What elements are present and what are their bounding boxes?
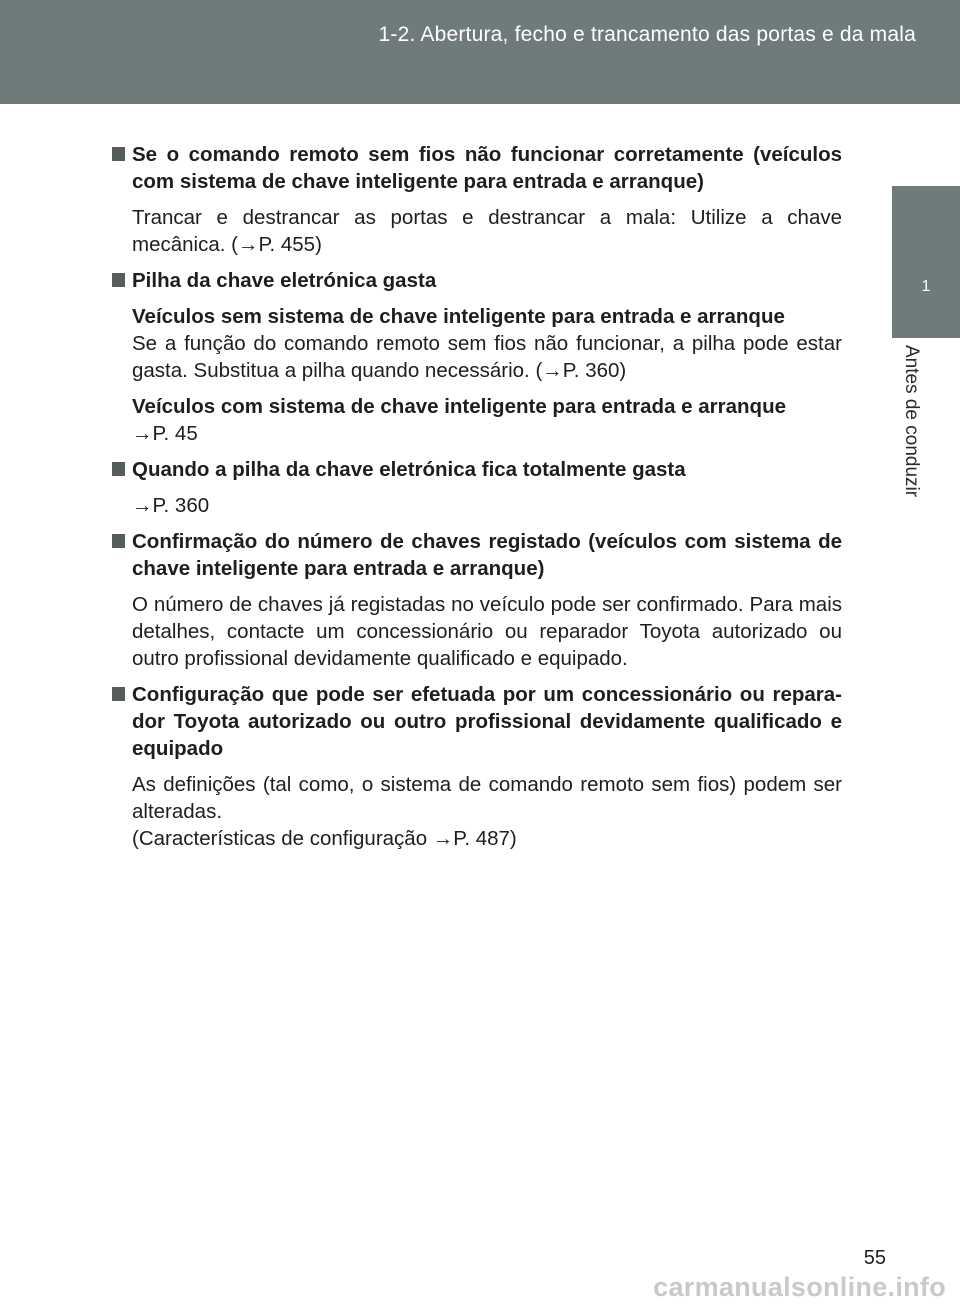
subheading: Veículos sem sistema de chave inteligente para entrada e arranque	[132, 305, 785, 328]
section-title: 1-2. Abertura, fecho e trancamento das portas e da mala	[378, 23, 916, 46]
chapter-label	[892, 345, 952, 545]
section-heading: Quando a pilha da chave eletrónica fica totalmente gasta	[112, 456, 842, 483]
section-heading: Se o comando remoto sem fios não funcionar corretamente (veículos com sistema de chave inteligente para entrada e arranque)	[112, 141, 842, 195]
page-reference: →P. 45	[132, 422, 198, 445]
page-reference: →P. 360	[132, 494, 210, 517]
section-dealer-config	[112, 681, 842, 852]
watermark: carmanualsonline.info	[653, 1272, 946, 1302]
section-battery-dead	[112, 456, 842, 519]
section-heading: Confirmação do número de chaves registado (veículos com sistema de chave inteligente para entrada e arranque)	[112, 528, 842, 582]
section-remote-fail	[112, 141, 842, 258]
square-bullet-icon	[112, 273, 125, 287]
section-body: Trancar e destrancar as portas e destrancar a mala: Utilize a chave mecânica. (→P. 455)	[132, 206, 842, 256]
page-reference: (Características de configuração →P. 487)	[132, 827, 517, 850]
chapter-number: 1	[921, 278, 931, 295]
section-body: As definições (tal como, o sistema de comando remoto sem fios) podem ser alteradas.	[132, 773, 842, 823]
chapter-label-text: Antes de conduzir	[901, 345, 922, 498]
subheading: Veículos com sistema de chave inteligente para entrada e arranque	[132, 395, 786, 418]
square-bullet-icon	[112, 534, 125, 548]
section-body: O número de chaves já registadas no veículo pode ser confirmado. Para mais detalhes, contacte um concessionário ou reparador Toyota autorizado ou outro profissional devidamente qualificado e equipado.	[132, 593, 842, 670]
section-key-count	[112, 528, 842, 672]
section-heading: Pilha da chave eletrónica gasta	[112, 267, 842, 294]
section-heading: Configuração que pode ser efetuada por um concessionário ou repara-dor Toyota autorizado ou outro profissional devidamente qualificado e equipado	[112, 681, 842, 762]
header-band	[0, 0, 960, 104]
section-body: Se a função do comando remoto sem fios não funcionar, a pilha pode estar gasta. Substitua a pilha quando necessário. (→P. 360)	[132, 332, 842, 382]
square-bullet-icon	[112, 687, 125, 701]
section-battery-low	[112, 267, 842, 447]
page-number: 55	[863, 1247, 886, 1269]
square-bullet-icon	[112, 147, 125, 161]
chapter-tab	[892, 186, 960, 338]
square-bullet-icon	[112, 462, 125, 476]
page-content	[112, 141, 842, 861]
